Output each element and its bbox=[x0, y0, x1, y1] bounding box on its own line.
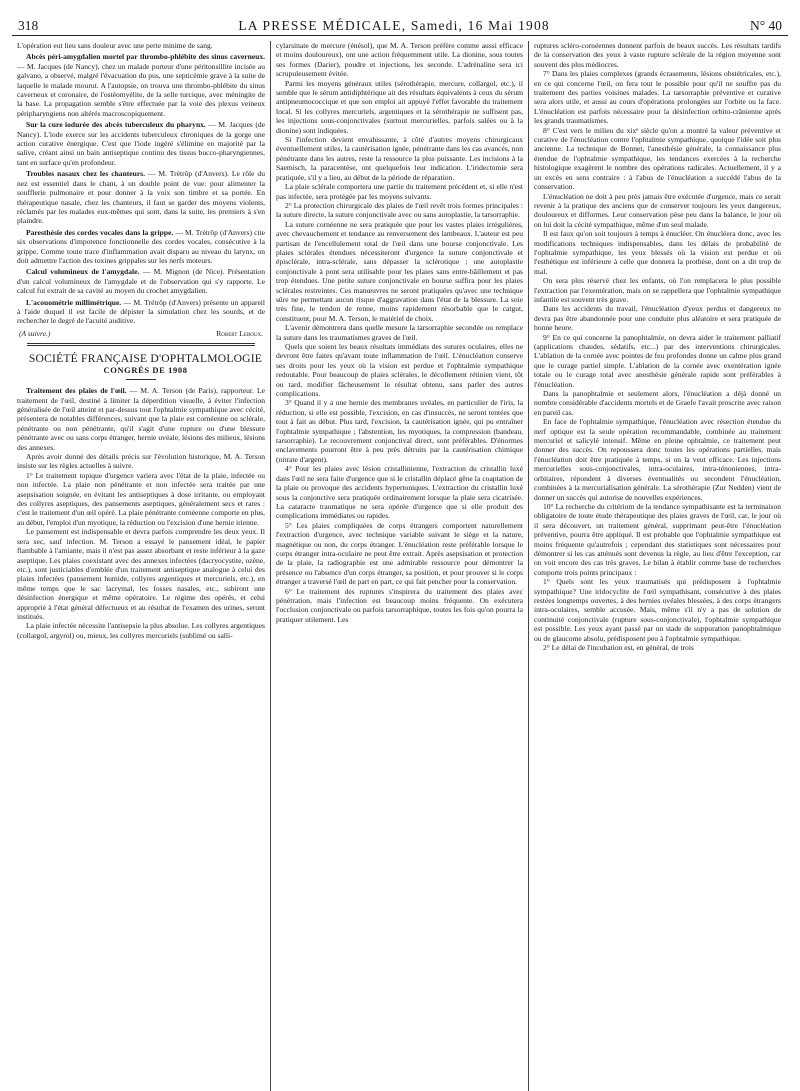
paragraph-text: — M. Trétrôp (d'Anvers) présente un appareil à l'aide duquel il est facile de dépister la simulation chez les sourds, et de rechercher le degré de l'acuité auditive. bbox=[17, 297, 265, 326]
paragraph-heading: Calcul volumineux de l'amygdale. bbox=[26, 267, 140, 277]
paragraph-heading: Traitement des plaies de l'œil. bbox=[26, 386, 127, 396]
paragraph: Le pansement est indispensable et devra parfois comprendre les deux yeux. Il sera sec, sauf infection. M. Terson a essayé le pansement idéal, le papier flambable à l'amiante, mais il n'est pas assez absorbant et reste inférieur à la gaze aseptique. Les plaies coexistant avec des annexes infectées (dacryocystite, ozène, etc.), sont justiciables d'emblée d'un traitement antiseptique analogue à celui des plaies infectées (pansement humide, collyres argentiques et mercuriels, etc.), en même temps que le sac lacrymal, les fosses nasales, etc., subiront une désinfection énergique et même opératoire. Le régime des opérés, et celui approprié à l'état général défectueux et au résultat de l'examen des urines, seront institués. bbox=[17, 527, 265, 621]
paragraph: La suture cornéenne ne sera pratiquée que pour les vastes plaies irrégulières, avec chevauchement et tendance au renversement des lambeaux. L'auteur est peu partisan de l'encellulement total de l'œil dans une bourse conjonctivale. Les plaies sclérales étendues nécessiteront d'urgence la suture conjonctivale et épisclérale, intra-sclérale, sans dépasser la sclérotique ; une autoplastie conjonctivale à pont sera utilisable pour les plaies sans entre-bâillement et pas trop étendues. Une petite suture conjonctivale en bourse suffira pour les plaies sclérales restreintes. Ces manœuvres ne seront pratiquées qu'avec une technique sûre ne permettant aucun risque d'aggravation dans l'état de la blessure. La soie très fine, le tendon de renne, moins rapidement résorbable que le catgut, constituent, pour M. A. Terson, le matériel de choix. bbox=[276, 219, 523, 323]
paragraph-heading: Sur la cure iodurée des abcès tuberculeux du pharynx. bbox=[26, 120, 206, 130]
article-footer bbox=[17, 329, 265, 338]
paragraph: 6° Le traitement des ruptures s'inspirera du traitement des plaies avec pénétration, mais l'infection est beaucoup moins fréquente. On exécutera l'occlusion conjonctivale ou parfois tarsorraphique, toutes les fois qu'on pourra la pratiquer utilement. Les bbox=[276, 586, 523, 624]
column-3 bbox=[528, 41, 786, 1091]
article-author: Robert Leroux. bbox=[216, 328, 263, 338]
paragraph: L'énucléation ne doit à peu près jamais être exécutée d'urgence, mais ce serait revenir à la pratique des anciens que de conserver toujours les yeux dangereux, douloureux et difformes. Leur conservation pèse peu dans la balance, le jour où on lui doit la cécité sympathique, même d'un seul malade. bbox=[534, 191, 781, 229]
paragraph-text: — M. A. Terson (de Paris), rapporteur. Le traitement de l'œil, destiné à limiter la déperdition visuelle, à éviter l'infection généralisée de l'œil atteint et par-dessus tout l'ophtalmie sympathique avec cécité, présentera de notables différences, suivant que la plaie est cornéenne ou scléralе, pénétrante ou non pénétrante, qu'il s'agit d'une rupture ou d'une blessure pénétrante avec ou sans corps étranger, hernie uvéale, lésions des milieux, lésions des annexes. bbox=[17, 386, 265, 452]
section-title: SOCIÉTÉ FRANÇAISE D'OPHTALMOLOGIE bbox=[28, 352, 263, 366]
paragraph: ruptures scléro-cornéennes donnent parfois de beaux succès. Les résultats tardifs de la conservation des yeux à vaste rupture sclérale de la région moyenne sont souvent des plus médiocres. bbox=[534, 41, 781, 69]
column-1 bbox=[12, 41, 270, 1091]
column-2-body bbox=[276, 41, 523, 624]
paragraph-heading: Paresthésie des cordes vocales dans la grippe. bbox=[26, 227, 174, 237]
column-3-body bbox=[534, 41, 781, 652]
paragraph-text: — M. Mignon (de Nice). Présentation d'un calcul volumineux de l'amygdale et de l'observation qui s'y rapporte. Le calcul fut extrait de sa cavité au moyen du crochet amygdalien. bbox=[17, 267, 265, 296]
page-number: 318 bbox=[18, 18, 39, 33]
page-header bbox=[12, 16, 788, 36]
issue-number: N° 40 bbox=[749, 18, 782, 33]
paragraph: La plaie infectée nécessite l'antisepsie la plus absolue. Les collyres argentiques (collargol, argyrol) ou, mieux, les collyres mercuriels (sublimé ou salli- bbox=[17, 621, 265, 640]
paragraph bbox=[17, 169, 265, 225]
paragraph-heading: L'acouométrie millimétrique. bbox=[26, 297, 122, 307]
paragraph: 10° La recherche du critérium de la tendance sympathisante est la terminaison obligatoire de toute étude thérapeutique des plaies graves de l'œil, car, le jour où il sera découvert, un traitement général, supprimant peut-être l'énucléation préventive, pourra être appliqué. Il est probable que l'ophtalmie sympathique est moins fréquente qu'autrefois ; cependant des statistiques sont nécessaires pour démontrer si les cas atténués sont devenus la règle, au lieu d'être l'exception, car on voit encore des cas très graves. Le bilan à établir comme base de recherches comporte trois points principaux : bbox=[534, 501, 781, 577]
column-2 bbox=[270, 41, 528, 1091]
journal-title: LA PRESSE MÉDICALE, Samedi, 16 Mai 1908 bbox=[238, 18, 550, 33]
column-1-bottom bbox=[17, 386, 265, 640]
paragraph: Si l'infection devient envahissante, à côté d'autres moyens chirurgicaux éventuellement utiles, la cautérisation ignée, pénétrante dans les cas avancés, non pénétrante dans les autres, reste la ressource la plus puissante. Les incisions à la Saemisch, la paracentèse, ont quelquefois leur indication. L'iridectomie sera pratiquée, s'il y a lieu, au début de la période de réparation. bbox=[276, 135, 523, 182]
paragraph-text: — M. Jacques (de Nancy). L'iode exerce sur les accidents tuberculeux chroniques de la gorge une action curative énergique. C'est que l'iode ingéré s'élimine en majorité par la salive, créant ainsi un bain antiseptique continu des tissus bucco-pharyngiennes, tant en surface qu'en profondeur. bbox=[17, 120, 265, 167]
paragraph: cylarsinate de mercure (énésol), que M. A. Terson préfère comme aussi efficace et moins douloureux), ont une action fréquemment utile. La dionine, sous toutes ses formes (Darier), poudre et injections, les seconde. L'adrénaline sera ici scrupuleusement évitée. bbox=[276, 41, 523, 79]
paragraph: En face de l'ophtalmie sympathique, l'énucléation avec résection étendue du nerf optique est la seule opération recommandable, combinée au traitement mercuriel et salicylé intensif. Même en pleine ophtalmie, ce traitement peut donner des succès. On repoussera donc toutes les opérations partielles, mais l'énucléation doit être pratiquée à temps, si on la veut efficace. Les injections mercurielles sous-conjonctivales, intra-oculaires, intra-ténoniennes, intra-orbitaires, répondent à diverses éventualités ou secondent l'énucléation, combinées à la mercurialisation générale. La sérothérapie (Zur Nedden) vient de donner un succès qui autorise de nouvelles expériences. bbox=[534, 417, 781, 502]
paragraph: 8° C'est vers le milieu du xixᵉ siècle qu'on a montré la valeur préventive et curative de l'énucléation contre l'ophtalmie sympathique, quoique l'idée soit plus ancienne. La technique de Bonnet, l'anesthésie générale, la connaissance plus étendue de l'ophtalmie sympathique, les tendances exercées à la recherche histologique exagèrent le nombre des opérations radicales. Actuellement, il y a un excès en sens contraire : à l'abus de l'énucléation a succédé l'abus de la conservation. bbox=[534, 125, 781, 192]
paragraph: 9° En ce qui concerne la panophtalmie, on devra aider le traitement palliatif (applications chaudes, sédatifs, etc...) par des interventions chirurgicales. L'ablation de la cornée avec pointes de feu profondes donne un calme plus grand que le curage partiel simple. L'ablation de la cornée avec exentération ignée totale ou le curage total avec anesthésie générale rapide sont préférables à l'énucléation. bbox=[534, 332, 781, 389]
paragraph-text: — M. Jacques (de Nancy), chez un malade porteur d'une péritonsillite incisée au galvano, a observé, malgré l'évacuation du pus, une septicémie grave à la suite de laquelle le malade mourut. A l'autopsie, on trouva une thrombo-phlébite du sinus caverneux et coronaire, de l'ostéomyélite, de la selle turcique, avec méningite de la base. La propagation semble s'être effectuée par la voie des plexus veineux péripharyngiens non altérés macroscopiquement. bbox=[17, 61, 265, 118]
paragraph-heading: Abcès péri-amygdalien mortel par thrombo-phlébite des sinus caverneux. bbox=[26, 52, 265, 62]
paragraph: Dans les accidents du travail, l'énucléation d'yeux perdus et dangereux ne devra pas être abandonnée pour une conduite plus aléatoire et sera pratiquée de bonne heure. bbox=[534, 304, 781, 333]
paragraph: 1° Quels sont les yeux traumatisés qui prédisposent à l'ophtalmie sympathique? Une iridocyclite de l'œil sympathisant, consécutive à des plaies restées longtemps ouvertes, à des hernies uvéales blessées, à des corps étrangers intra-oculaires, semble accusée. Mais, même s'il n'y a pas de solution de continuité conjonctivale (rupture sous-conjonctivale), l'ophtalmie sympathique est possible. Les yeux ayant passé par un stade de suppuration panophtalmique ou de glaucome absolu, prédisposent peu à l'ophtalmie sympathique. bbox=[534, 577, 781, 643]
paragraph bbox=[17, 267, 265, 295]
paragraph: La plaie sclérale comportera une partie du traitement précédent et, si elle n'est pas infectée, sera protégée par les moyens suivants. bbox=[276, 182, 523, 201]
paragraph: L'opération eut lieu sans douleur avec une perte minime de sang. bbox=[17, 41, 213, 50]
paragraph: 2° La protection chirurgicale des plaies de l'œil revêt trois formes principales : la suture directe, la suture conjonctivale avec ou sans autoplastie, la tarsorraphie. bbox=[276, 200, 523, 220]
paragraph bbox=[17, 52, 265, 118]
paragraph: Quels que soient les beaux résultats immédiats des sutures oculaires, elles ne devront être faites qu'avant toute inflammation de l'œil. L'énucléation conserve ses droits pour les yeux où la vision est perdue et l'ophtalmie sympathique redoutable. Pour beaucoup de plaies sclérales, le décollement rétinien vient, tôt ou tard, modifier fâcheusement le résultat obtenu, sans parler des autres complications. bbox=[276, 342, 523, 399]
paragraph bbox=[17, 298, 265, 326]
to-be-continued: (A suivre.) bbox=[19, 328, 51, 338]
paragraph: L'avenir démontrera dans quelle mesure la tarsorraphie secondée ou remplace la suture dans les traumatismes graves de l'œil. bbox=[276, 323, 523, 342]
paragraph: 7° Dans les plaies complexes (grands écrasements, lésions obstétricales, etc.), en ce qui concerne l'œil, on fera tout le possible pour qu'il ne souffre pas du traitement des parties voisines malades. La tarsorraphie préventive et curative sera alors utile, et aussi au cours d'opérations prolongées sur l'orbite ou la face. L'énucléation est parfois nécessaire pour la désinfection orbito-crânienne après les grands traumatismes. bbox=[534, 69, 781, 126]
paragraph-text: — M. Trétrôp (d'Anvers). Le rôle du nez est essentiel dans le chant, à un double point de vue: pour alimenter la soufflerie pulmonaire et pour donner à la voix son timbre et sa portée. En thérapeutique nasale, chez les chanteurs, il faut se garder des moyens violents, réclamés par les malades eux-mêmes qui sont, dans la suite, les premiers à s'en plaindre. bbox=[17, 169, 265, 226]
paragraph: Parmi les moyens généraux utiles (sérothérapie, mercure, collargol, etc.), il semble que le sérum antidiphtérique ait des résultats équivalents à ceux du sérum antipneumococcique et que son emploi ait appuyé l'effet favorable du traitement local. Si les collyres mercuriels, argentiques et la sérothérapie ne suffisent pas, les injections sous-conjonctivales (surtout mercurielles, parfois salées ou à la dionine) sont indiquées. bbox=[276, 78, 523, 135]
paragraph: Après avoir donné des détails précis sur l'évolution historique, M. A. Terson insiste sur les règles actuelles à suivre. bbox=[17, 452, 265, 471]
paragraph bbox=[17, 120, 265, 167]
subtitle-rule bbox=[126, 379, 156, 380]
columns bbox=[12, 41, 788, 1091]
section-subtitle: CONGRÈS DE 1908 bbox=[103, 365, 188, 376]
paragraph bbox=[17, 228, 265, 266]
paragraph bbox=[17, 386, 265, 452]
paragraph: Dans la panophtalmie et seulement alors, l'énucléation a déjà donné un nombre considérable d'accidents mortels et de Graefe l'avait proscrite avec raison en pareil cas. bbox=[534, 389, 781, 417]
section-rule bbox=[27, 343, 255, 346]
paragraph: 2° Le délai de l'incubation est, en général, de trois bbox=[543, 643, 694, 652]
paragraph: 5° Les plaies compliquées de corps étrangers comportent naturellement l'extraction d'urgence, avec technique variable suivant le siège et la nature, magnétique ou non, du corps étranger. L'énucléation reste préférable lorsque le corps étranger intra-oculaire ne peut être extrait. Après asepsisation et protection de la plaie, la radiographie est une admirable ressource pour démontrer la présence ou l'absence d'un corps étranger, sa position, et pour prouver si le corps étranger a traversé l'œil de part en part, ce qui fait pencher pour la conservation. bbox=[276, 520, 523, 587]
paragraph-heading: Troubles nasaux chez les chanteurs. bbox=[26, 169, 145, 179]
paragraph: 4° Pour les plaies avec lésion cristallinienne, l'extraction du cristallin luxé dans l'œil ne sera faite d'urgence que si le cristallin déplacé gêne la coaptation de la plaie ou provoque des accidents hypertoniques. L'extraction du cristallin luxé sous la conjonctive sera pratiquée ordinairement lorsque la plaie sera cicatrisée. La cataracte traumatique ne sera opérée d'urgence que si elle produit des complications immédiates ou rapides. bbox=[276, 464, 523, 521]
paragraph: 1° Le traitement topique d'urgence variera avec l'état de la plaie, infectée ou non infectée. La plaie non pénétrante et non infectée sera traitée par une asepsisation soignée, en évitant les antiseptiques à dose irritante, ou employant des collyres aseptiques, des pansements aseptiques, généralement secs et rares : c'est le traitement d'un œil opéré. La plaie pénétrante cornéenne comporte en plus, au début, l'emploi d'un myotique, la réduction ou l'excision d'une hernie irienne. bbox=[17, 470, 265, 527]
column-1-top bbox=[17, 41, 265, 326]
paragraph-text: — M. Trétrôp (d'Anvers) cite six observations d'impotence fonctionnelle des cordes vocales, consécutive à la grippe. Comme toute trace d'inflammation avait disparu au niveau du larynx, on doit admettre l'action des toxines grippales sur les nerfs moteurs. bbox=[17, 227, 265, 265]
paragraph: 3° Quand il y a une hernie des membranes uvéales, en particulier de l'iris, la réduction, si elle est possible, l'excision, en cas d'insuccès, ne seront tentées que tout à fait au début. Plus tard, l'excision, la cautérisation ignée, qui pu entraîner l'ophtalmie sympathique ; l'abstention, les myotiques, la compression (bandeau, tarsorraphie). Le recouvrement conjonctival direct, sont préférables. D'énormes enclavements pourront être à peu près détruits par la cautérisation chimique (nitrate d'argent). bbox=[276, 398, 523, 464]
paragraph: On sera plus réservé chez les enfants, où l'on remplacera le plus possible l'extraction par l'exentération, mais on se rappellera que l'ophtalmie sympathique infantile est souvent très grave. bbox=[534, 276, 781, 304]
paragraph: Il est faux qu'on soit toujours à temps à énucléer. On énucléera donc, avec les modifications techniques indispensables, dans les délais de probabilité de l'ophtalmie sympathique, les yeux blessés où la vision est perdue et où l'esthétique est inférieure à celle que donnera la prothèse, dont on a dit trop de mal. bbox=[534, 229, 781, 276]
